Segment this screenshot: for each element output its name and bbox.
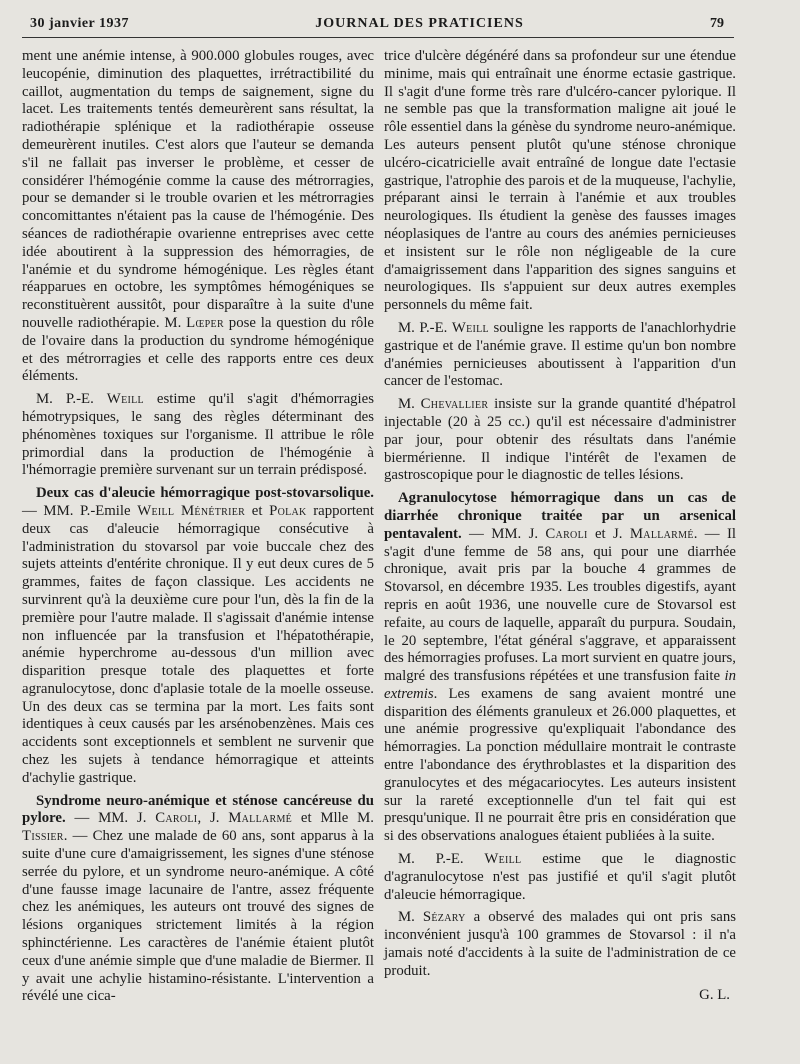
paragraph [384, 48, 736, 315]
italic-text: in extremis [384, 668, 736, 702]
author-name: Weill [484, 851, 522, 868]
text-run: — MM. J. [461, 525, 546, 542]
section-paragraph [22, 485, 374, 788]
author-name: Mallarmé [629, 525, 694, 542]
left-column [22, 48, 374, 1011]
author-name: Mallarmé [228, 810, 293, 827]
text-run: M. [398, 909, 423, 926]
text-run: . — Chez une malade de 60 ans, sont apparus à la suite d'une cure d'amaigrissement, les signes d'une sténose serrée du pylore, et un syndrome neuro-anémique. A côté d'une fausse image lacunaire de l'antre, assez fréquente chez les anémiques, les auteurs ont trouvé des signes de lésions organiques strictement limités à la région sphinctérienne. Les caractères de l'anémie étaient plutôt ceux d'une anémie simple que d'une maladie de Biermer. Il y avait une achylie histamino-résistante. L'intervention a révélé une cica- [22, 828, 374, 1005]
paragraph [384, 396, 736, 485]
author-name: Weill [106, 391, 144, 408]
author-name: Chevallier [420, 396, 489, 413]
section-heading: Agranulocytose hémorragique dans un cas de diarrhée chronique traitée par un arsenical pentavalent. [384, 490, 736, 542]
header-date: 30 janvier 1937 [30, 16, 130, 31]
text-run: . — Il s'agit d'une femme de 58 ans, qui pour une diarrhée chronique, avait pris par la bouche 4 grammes de Stovarsol, en décembre 1935. Les troubles digestifs, ayant repris en août 1936, une nouvelle cure de Stovarsol est refaite, au cours de laquelle, apparaît du purpura. Soudain, le 20 septembre, l'état général s'aggrave, et apparaissent des hémorragies profuses. La mort survient en quatre jours, malgré des transfusions répétées et une transfusion faite [384, 525, 736, 685]
author-name: Ménétrier [180, 502, 246, 519]
journal-title: JOURNAL DES PRATICIENS [315, 16, 524, 31]
paragraph [22, 391, 374, 480]
text-run: insiste sur la grande quantité d'hépatrol injectable (20 à 25 cc.) qu'il est nécessaire d'administrer par jour, pour obtenir des résultats dans l'anémie biermérienne. Il indique l'intérêt de l'examen de gastroscopique pour le diagnostic de telles lésions. [384, 396, 736, 484]
author-name: Sézary [422, 909, 466, 926]
section-paragraph [22, 793, 374, 1007]
section-paragraph [384, 490, 736, 846]
author-name: Tissier [22, 828, 64, 845]
author-name: Lœper [186, 314, 224, 331]
section-heading: Deux cas d'aleucie hémorragique post-stovarsolique. [36, 485, 374, 502]
right-column [384, 48, 736, 1004]
paragraph [22, 48, 374, 386]
text-run: M. [398, 396, 421, 413]
author-name: Caroli [545, 525, 588, 542]
paragraph [384, 909, 736, 980]
text-run: pose la question du rôle de l'ovaire dans la production du syndrome hémogénique et des métrorragies et celle des rapports entre ces deux éléments. [22, 314, 374, 385]
section-heading: Syndrome neuro-anémique et sténose cancéreuse du pylore. [22, 792, 374, 827]
running-header [30, 12, 724, 36]
text-run: ment une anémie intense, à 900.000 globules rouges, avec leucopénie, diminution des plaquettes, irrétractibilité du caillot, augmentation du temps de saignement, signe du lacet. Les traitements tentés demeurèrent sans résultat, la radiothérapie splénique et la radiothérapie osseuse demeurèrent inutiles. C'est alors que l'auteur se demanda s'il ne fallait pas inverser le problème, et cesser de considérer l'hémogénie comme la cause des métrorragies, pour se demander si le trouble ovarien et les métrorragies concomittantes n'étaient pas la cause de l'hémogénie. Des séances de radiothérapie ovarienne entreprises avec cette idée aboutirent à la suppression des hémorragies, de l'anémie et du syndrome hémogénique. Les règles étant réapparues en octobre, les symptômes hémogéniques se reconstituèrent aussitôt, pour disparaître à la suite d'une nouvelle radiothérapie. M. [22, 48, 374, 331]
author-name: Weill [137, 502, 175, 519]
paragraph [384, 851, 736, 904]
text-run: a observé des malades qui ont pris sans inconvénient jusqu'à 100 grammes de Stovarsol : il n'a jamais noté d'accidents à la suite de l'administration de ce produit. [384, 909, 736, 979]
text-run: rapportent deux cas d'aleucie hémorragique consécutive à l'administration du stovarsol par voie buccale chez des sujets atteints d'entérite chronique. Il y eut deux cures de 5 grammes, faites de façon classique. Les accidents ne survinrent qu'à la deuxième cure pour l'un, dès la fin de la première pour l'autre malade. Il s'agissait d'anémie intense non influencée par la transfusion et l'hépatothérapie, anémie hyperchrome au-dessous d'un million avec disparition presque totale des plaquettes et forte agranulocytose, donc d'aplasie totale de la moelle osseuse. Un des deux cas se termina par la mort. Les faits sont identiques à ceux causés par les arsénobenzènes. Mais ces accidents sont exceptionnels et semblent ne survenir que chez les sujets à tendance hémorragique et atteints d'achylie gastrique. [22, 502, 375, 786]
text-run: M. P.-E. [36, 391, 107, 408]
text-run: — MM. P.-Emile [22, 502, 138, 519]
text-run: et [245, 502, 270, 519]
text-run: trice d'ulcère dégénéré dans sa profondeur sur une étendue minime, mais qui entraînait une énorme ectasie gastrique. Il s'agit d'une forme très rare d'ulcéro-cancer pylorique. Il ne semble pas que la transformation maligne ait joué le rôle essentiel dans la génèse du syndrome neuro-anémique. Les auteurs pensent plutôt qu'une sténose chronique ulcéro-cicatricielle avait entraîné de longue date l'ectasie gastrique, l'atrophie des parois et de la muqueuse, l'achylie, préparant ainsi le terrain à l'anémie et aux troubles neurologiques. Ils étudient la genèse des fausses images néoplasiques de l'antre au cours des anémies pernicieuses et insistent sur le rôle non négligeable de la cure d'amaigrissement dans l'apparition des signes sanguins et neurologiques. Ils s'appuient sur deux autres exemples personnels du même fait. [384, 48, 736, 314]
text-run [174, 503, 181, 519]
text-run: et J. [587, 525, 630, 542]
text-run: estime qu'il s'agit d'hémorragies hémotrypsiques, le sang des règles déterminant des phénomènes toxiques sur l'organisme. Il attribue le rôle primordial dans la production de l'hémogénie à l'hémorragie première survenant sur un terrain prédisposé. [22, 391, 374, 479]
text-run: souligne les rapports de l'anachlorhydrie gastrique et de l'anémie grave. Il estime qu'un bon nombre d'anémies pernicieuses aboutissent à l'apparition d'un cancer de l'estomac. [384, 319, 736, 390]
text-run: estime que le diagnostic d'agranulocytose n'est pas justifié et qu'il s'agit plutôt d'aleucie hémorragique. [384, 851, 736, 903]
text-run: , J. [197, 810, 229, 827]
header-rule [22, 37, 734, 38]
author-name: Caroli [155, 810, 198, 827]
text-run: — MM. J. [65, 810, 156, 827]
author-name: Polak [269, 502, 307, 519]
paragraph [384, 320, 736, 391]
signature: G. L. [699, 986, 730, 1003]
text-run: M. P.-E. [398, 319, 452, 336]
text-run: M. P.-E. [398, 851, 485, 868]
text-run: et Mlle M. [292, 810, 374, 827]
page-number: 79 [710, 16, 724, 31]
author-name: Weill [451, 319, 489, 336]
text-run: . Les examens de sang avaient montré une disparition des éléments granuleux et 26.000 plaquettes, et une anémie progressive qu'expliquait l'abondance des hémorragies. La ponction médullaire montrait le contraste entre l'abondance des érythroblastes et la disparition des granulocytes et des mégacariocytes. Les auteurs insistent sur la rareté exceptionnelle d'un tel fait qui est presqu'unique. Il ne pourrait être pris en considération que si des observations analogues étaient publiées à la suite. [384, 685, 736, 845]
